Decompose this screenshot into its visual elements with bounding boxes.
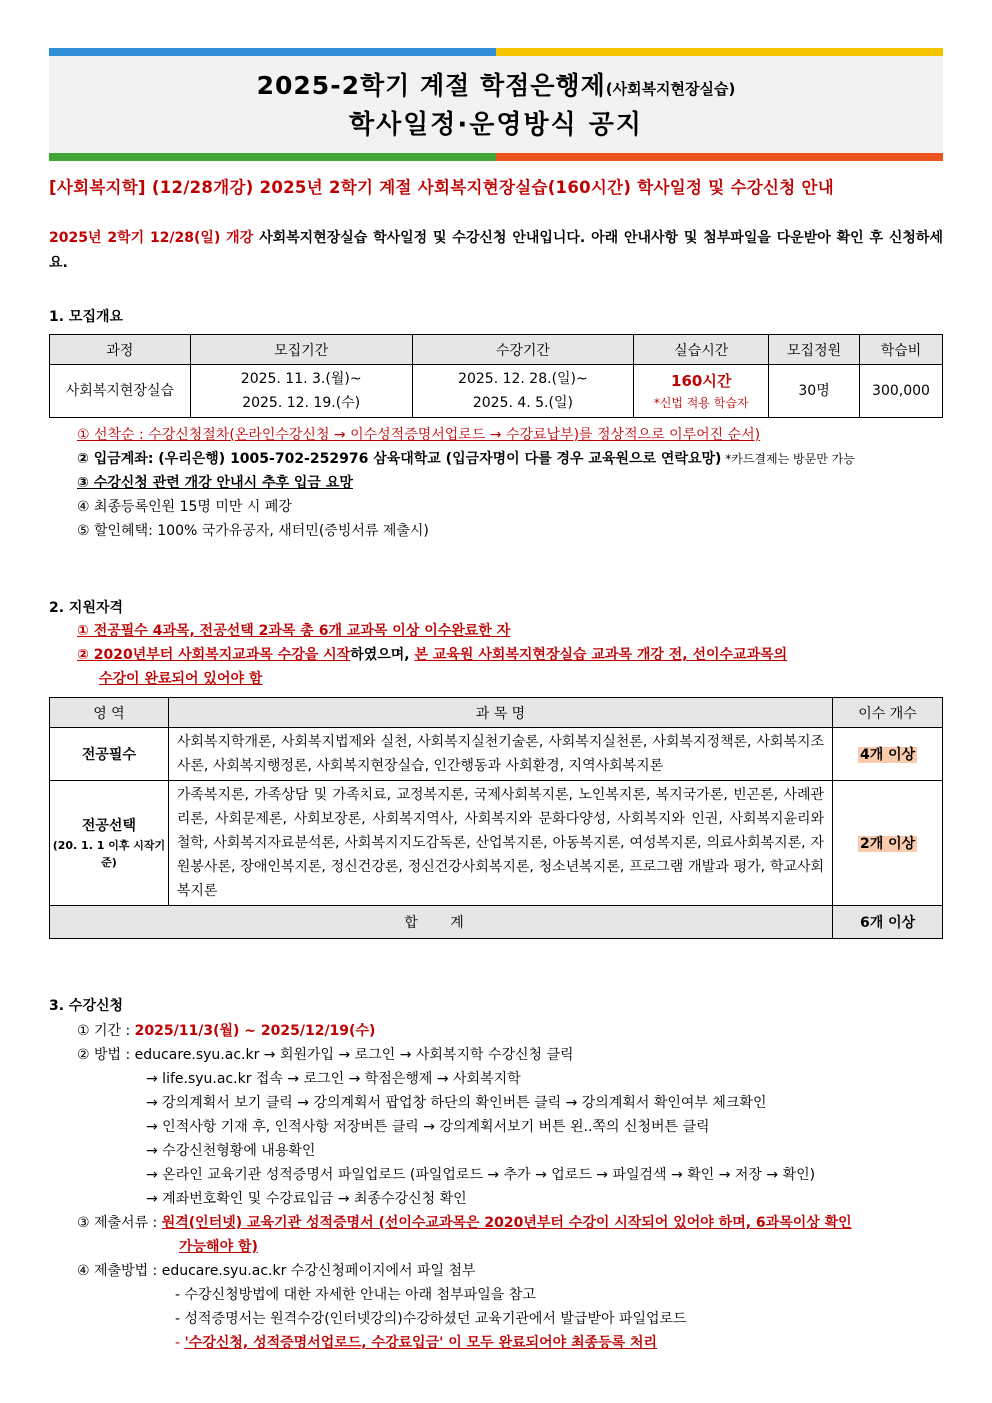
hours-value: 160시간	[671, 372, 732, 390]
method-step: → 수강신천형황에 내용확인	[146, 1143, 316, 1159]
qualification-1: ① 전공필수 4과목, 전공선택 2과목 총 6개 교과목 이상 이수완료한 자	[77, 623, 511, 639]
cell-fee: 300,000	[860, 365, 943, 418]
subjects-elective: 가족복지론, 가족상담 및 가족치료, 교정복지론, 국제사회복지론, 노인복지론, 복지국가론, 빈곤론, 사례관리론, 사회문제론, 사회보장론, 사회복지역사, 사회복지와 문화다양성, 사회복지와 인권, 사회복지윤리와 철학, 사회복지자료분석론, 사회복지지도감독론, 산업복지론, 아동복지론, 여성복지론, 의료사회복지론, 자원봉사론, 장애인복지론, 정신건강론, 정신건강사회복지론, 청소년복지론, 프로그램 개발과 평가, 학교사회복지론	[168, 781, 832, 906]
col-count: 이수 개수	[833, 698, 943, 728]
subjects-required: 사회복지학개론, 사회복지법제와 실천, 사회복지실천기술론, 사회복지실천론, 사회복지정책론, 사회복지조사론, 사회복지행정론, 사회복지현장실습, 인간행동과 사회환경, 지역사회복지론	[168, 728, 832, 781]
period-label: ① 기간 :	[77, 1023, 135, 1039]
apply-submit	[77, 1259, 943, 1283]
count-required	[833, 728, 943, 781]
final-note-dash: -	[175, 1335, 185, 1351]
col-recruit-period: 모집기간	[190, 335, 412, 365]
submit-final-note	[77, 1331, 943, 1355]
col-course-period: 수강기간	[412, 335, 634, 365]
intro-paragraph	[49, 226, 943, 276]
title-main: 2025-2학기 계절 학점은행제	[256, 71, 606, 100]
recruit-notes	[77, 423, 943, 543]
col-capacity: 모집정원	[769, 335, 860, 365]
qual2-mid: 하였으며,	[350, 647, 415, 663]
docs-value: 원격(인터넷) 교육기관 성적증명서 (선이수교과목은 2020년부터 수강이 시작되어 있어야 하며, 6과목이상 확인	[161, 1215, 852, 1231]
qual2-end: 본 교육원 사회복지현장실습 교과목 개강 전, 선이수교과목의	[414, 647, 788, 663]
bottom-color-bar	[49, 153, 943, 161]
col-course: 과정	[50, 335, 191, 365]
col-fee: 학습비	[860, 335, 943, 365]
area-elective	[50, 781, 169, 906]
total-row	[50, 906, 943, 939]
title-banner	[49, 48, 943, 161]
intro-text: 사회복지현장실습 학사일정 및 수강신청 안내입니다. 아래 안내사항 및 첨부파일을 다운받아 확인 후 신청하세요.	[49, 230, 943, 271]
submit-note: - 성적증명서는 원격수강(인터넷강의)수강하셨던 교육기관에서 발급받아 파일업로드	[175, 1311, 687, 1327]
count-badge: 2개 이상	[859, 836, 916, 852]
method-step: → 계좌번호확인 및 수강료입금 → 최종수강신청 확인	[146, 1191, 467, 1207]
qualification-2	[77, 643, 943, 667]
period-end: 2025. 4. 5.(일)	[472, 395, 573, 411]
apply-docs	[77, 1211, 943, 1235]
table-row	[50, 365, 943, 418]
method-label: ② 방법 :	[77, 1047, 135, 1063]
area-elective-note: (20. 1. 1 이후 시작기준)	[52, 839, 166, 869]
apply-period	[77, 1019, 943, 1043]
cell-hours	[634, 365, 769, 418]
subject-table-header	[50, 698, 943, 728]
note-cancel: ④ 최종등록인원 15명 미만 시 폐강	[77, 499, 292, 515]
qual2-cont-text: 수강이 완료되어 있어야 함	[99, 671, 263, 687]
apply-details	[77, 1019, 943, 1355]
hours-note: *신법 적용 학습자	[653, 396, 749, 410]
qual2-start: ② 2020년부터 사회복지교과목 수강을 시작	[77, 647, 351, 663]
qualification-2-cont	[77, 667, 943, 691]
col-area: 영 역	[50, 698, 169, 728]
method-first: educare.syu.ac.kr → 회원가입 → 로그인 → 사회복지학 수강신청 클릭	[134, 1047, 574, 1063]
headline: [사회복지학] (12/28개강) 2025년 2학기 계절 사회복지현장실습(160시간) 학사일정 및 수강신청 안내	[49, 178, 835, 197]
title-box	[49, 56, 943, 153]
note-discount: ⑤ 할인혜택: 100% 국가유공자, 새터민(증빙서류 제출시)	[77, 523, 429, 539]
section-qualification-title: 2. 지원자격	[49, 600, 124, 616]
total-label: 합 계	[50, 906, 833, 939]
area-elective-label: 전공선택	[81, 818, 136, 834]
recruit-start: 2025. 11. 3.(월)~	[240, 371, 362, 387]
table-row	[50, 728, 943, 781]
submit-note: - 수강신청방법에 대한 자세한 안내는 아래 첨부파일을 참고	[175, 1287, 536, 1303]
cell-course: 사회복지현장실습	[50, 365, 191, 418]
page-title	[49, 66, 943, 102]
col-hours: 실습시간	[634, 335, 769, 365]
cell-recruit-period	[190, 365, 412, 418]
top-color-bar	[49, 48, 943, 56]
notice-page	[49, 48, 943, 1355]
area-required: 전공필수	[50, 728, 169, 781]
recruit-table	[49, 334, 943, 418]
note-bank-account	[77, 447, 943, 471]
card-note: *카드결제는 방문만 가능	[721, 452, 855, 466]
cell-capacity: 30명	[769, 365, 860, 418]
section-apply-title: 3. 수강신청	[49, 998, 124, 1014]
section-recruit-title: 1. 모집개요	[49, 309, 124, 325]
period-start: 2025. 12. 28.(일)~	[458, 371, 588, 387]
page-subtitle: 학사일정·운영방식 공지	[348, 110, 644, 140]
submit-label: ④ 제출방법 :	[77, 1263, 162, 1279]
total-count: 6개 이상	[833, 906, 943, 939]
method-step: → life.syu.ac.kr 접속 → 로그인 → 학점은행제 → 사회복지학	[146, 1071, 521, 1087]
bank-account-text: ② 입금계좌: (우리은행) 1005-702-252976 삼육대학교 (입금자명이 다를 경우 교육원으로 연락요망)	[77, 451, 722, 467]
subject-table	[49, 697, 943, 939]
count-elective	[833, 781, 943, 906]
count-badge: 4개 이상	[859, 747, 916, 763]
method-step: → 온라인 교육기관 성적증명서 파일업로드 (파일업로드 → 추가 → 업로드 → 파일검색 → 확인 → 저장 → 확인)	[146, 1167, 816, 1183]
recruit-table-header	[50, 335, 943, 365]
note-first-come: ① 선착순 : 수강신청절차(온라인수강신청 → 이수성적증명서업로드 → 수강료납부)를 정상적으로 이루어진 순서)	[77, 427, 761, 443]
submit-value: educare.syu.ac.kr 수강신청페이지에서 파일 첨부	[161, 1263, 476, 1279]
col-subjects: 과 목 명	[168, 698, 832, 728]
note-deposit: ③ 수강신청 관련 개강 안내시 추후 입금 요망	[77, 475, 353, 491]
recruit-end: 2025. 12. 19.(수)	[242, 395, 361, 411]
method-step: → 강의계획서 보기 클릭 → 강의계획서 팝업창 하단의 확인버튼 클릭 → 강의계획서 확인여부 체크확인	[146, 1095, 767, 1111]
qualification-list	[77, 619, 943, 691]
final-note-text: '수강신청, 성적증명서업로드, 수강료입금' 이 모두 완료되어야 최종등록 처리	[184, 1335, 658, 1351]
docs-value-cont: 가능해야 함)	[179, 1239, 258, 1255]
apply-method	[77, 1043, 943, 1067]
apply-docs-cont	[77, 1235, 943, 1259]
docs-label: ③ 제출서류 :	[77, 1215, 162, 1231]
method-step: → 인적사항 기재 후, 인적사항 저장버튼 클릭 → 강의계획서보기 버튼 왼..쪽의 신청버튼 클릭	[146, 1119, 710, 1135]
intro-highlight: 2025년 2학기 12/28(일) 개강	[49, 230, 254, 246]
cell-course-period	[412, 365, 634, 418]
period-value: 2025/11/3(월) ~ 2025/12/19(수)	[134, 1023, 376, 1039]
table-row	[50, 781, 943, 906]
title-paren: (사회복지현장실습)	[605, 80, 736, 98]
